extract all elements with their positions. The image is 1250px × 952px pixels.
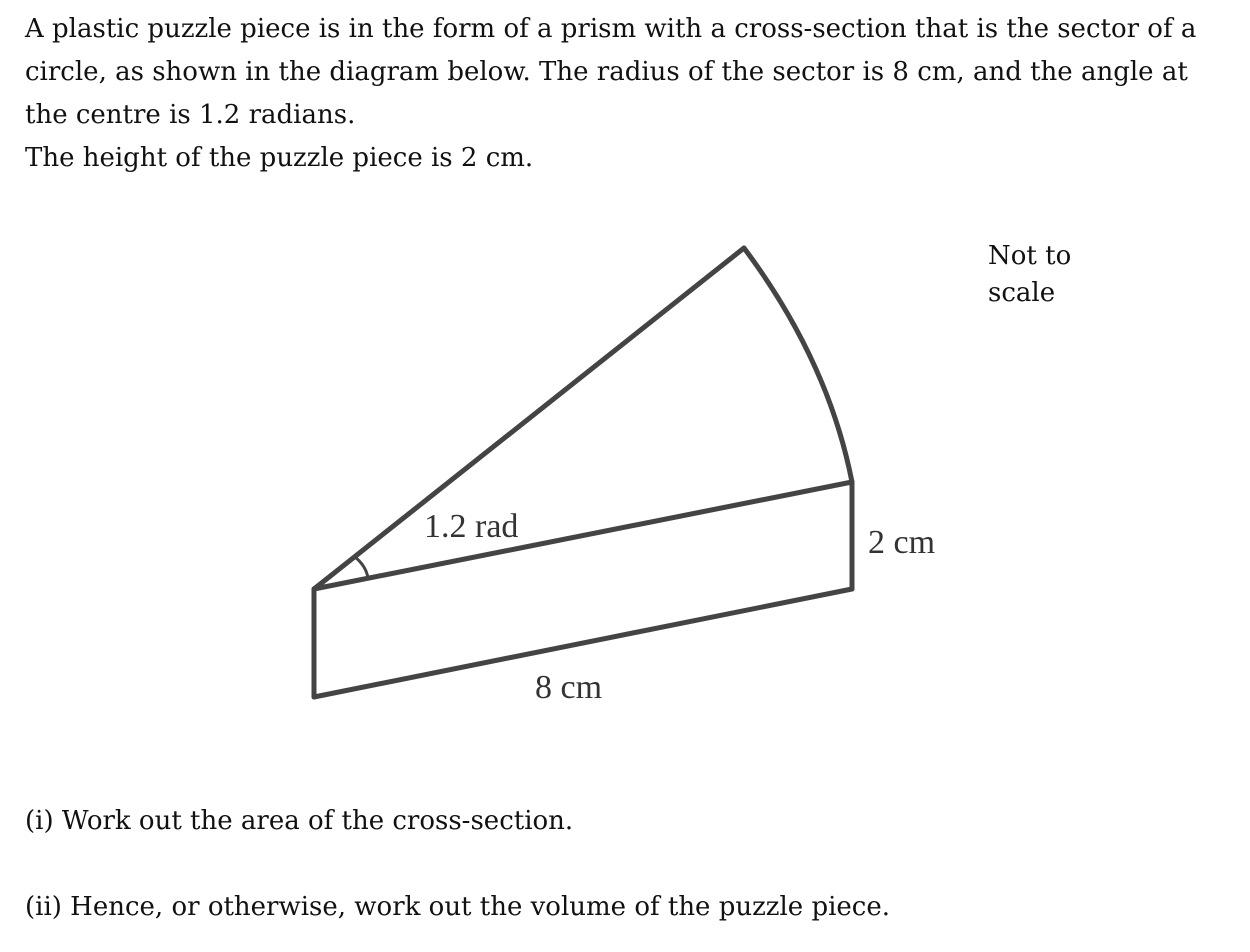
problem-paragraph-1: A plastic puzzle piece is in the form of a prism with a cross-section that is the sector of a circle, as shown in the diagram below. The radius of the sector is 8 cm, and the angle at the centre is 1.2 radians. — [25, 14, 1197, 130]
sector-radius-upper — [314, 248, 744, 589]
sector-radius-lower — [314, 482, 852, 589]
question-1: (i) Work out the area of the cross-section. — [25, 806, 574, 836]
question-2: (ii) Hence, or otherwise, work out the volume of the puzzle piece. — [25, 892, 891, 922]
radius-label: 8 cm — [535, 669, 603, 706]
note-line-1: Not to — [988, 241, 1072, 271]
sector-arc — [744, 248, 852, 482]
note-line-2: scale — [988, 278, 1056, 308]
problem-paragraph-2: The height of the puzzle piece is 2 cm. — [25, 143, 534, 173]
height-label: 2 cm — [868, 524, 936, 561]
not-to-scale-note — [988, 238, 1071, 312]
angle-marker-arc — [355, 557, 368, 578]
angle-label: 1.2 rad — [424, 508, 519, 545]
